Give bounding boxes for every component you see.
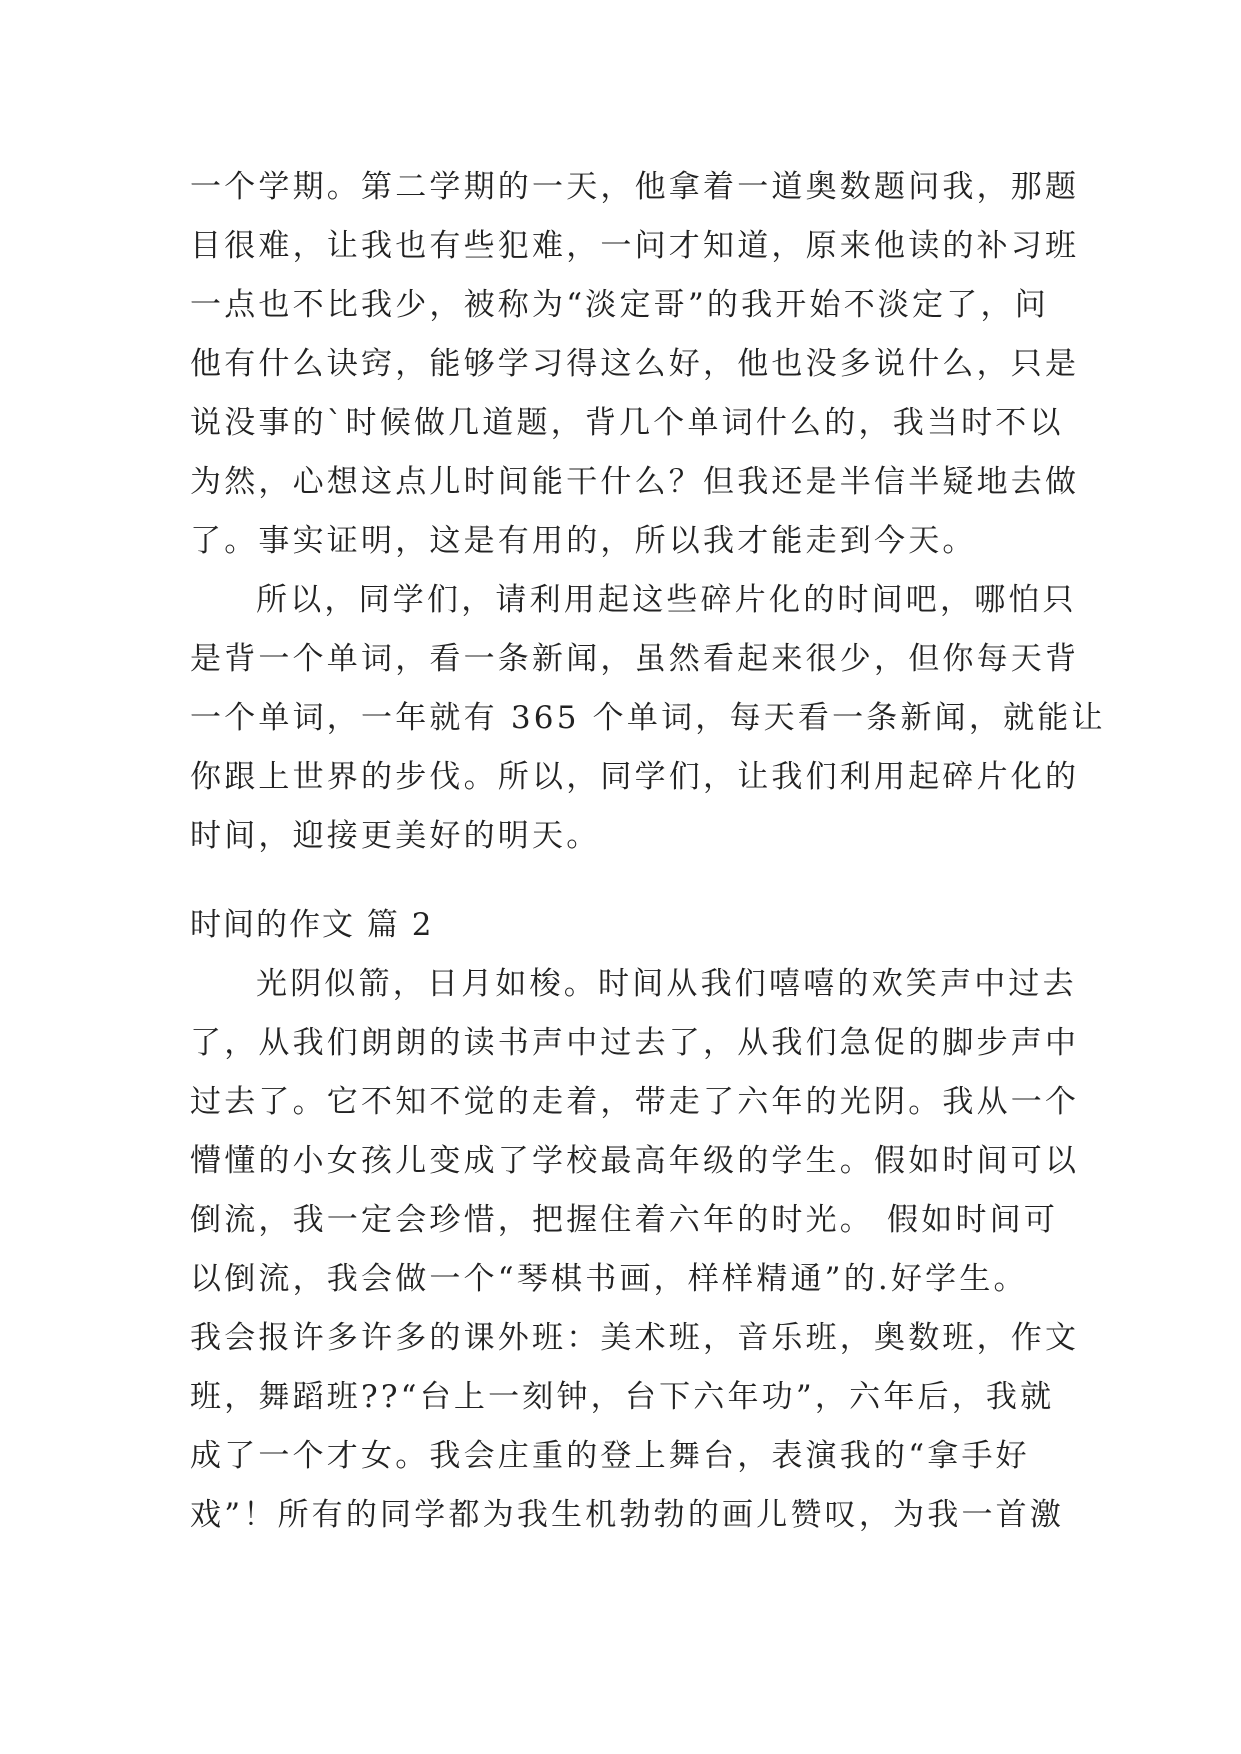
paragraph-line: 时间，迎接更美好的明天。 bbox=[190, 818, 601, 854]
paragraph-line: 戏”！所有的同学都为我生机勃勃的画儿赞叹，为我一首激 bbox=[190, 1497, 1065, 1533]
paragraph-line: 过去了。它不知不觉的走着，带走了六年的光阴。我从一个 bbox=[190, 1084, 1080, 1120]
paragraph-line: 我会报许多许多的课外班：美术班，音乐班，奥数班，作文 bbox=[190, 1320, 1080, 1356]
paragraph-line: 为然，心想这点儿时间能干什么？但我还是半信半疑地去做 bbox=[190, 464, 1080, 500]
section-1-text bbox=[190, 158, 1106, 866]
paragraph-line: 你跟上世界的步伐。所以，同学们，让我们利用起碎片化的 bbox=[190, 759, 1080, 795]
paragraph-line: 一个单词，一年就有 365 个单词，每天看一条新闻，就能让 bbox=[190, 700, 1106, 736]
paragraph-line: 说没事的`时候做几道题，背几个单词什么的，我当时不以 bbox=[190, 405, 1064, 441]
paragraph-line: 一个学期。第二学期的一天，他拿着一道奥数题问我，那题 bbox=[190, 169, 1080, 205]
paragraph-line: 是背一个单词，看一条新闻，虽然看起来很少，但你每天背 bbox=[190, 641, 1080, 677]
paragraph-line: 倒流，我一定会珍惜，把握住着六年的时光。 假如时间可 bbox=[190, 1202, 1059, 1238]
paragraph-line: 所以，同学们，请利用起这些碎片化的时间吧，哪怕只 bbox=[256, 582, 1077, 618]
paragraph-line: 成了一个才女。我会庄重的登上舞台，表演我的“拿手好 bbox=[190, 1438, 1030, 1474]
section-2-text bbox=[190, 896, 1080, 1545]
section-heading: 时间的作文 篇 2 bbox=[190, 907, 434, 943]
paragraph-line: 他有什么诀窍，能够学习得这么好，他也没多说什么，只是 bbox=[190, 346, 1080, 382]
paragraph-line: 了，从我们朗朗的读书声中过去了，从我们急促的脚步声中 bbox=[190, 1025, 1080, 1061]
paragraph-line: 了。事实证明，这是有用的，所以我才能走到今天。 bbox=[190, 523, 977, 559]
paragraph-line: 光阴似箭，日月如梭。时间从我们嘻嘻的欢笑声中过去 bbox=[256, 966, 1077, 1002]
paragraph-line: 懵懂的小女孩儿变成了学校最高年级的学生。假如时间可以 bbox=[190, 1143, 1080, 1179]
paragraph-line: 一点也不比我少，被称为“淡定哥”的我开始不淡定了，问 bbox=[190, 287, 1049, 323]
paragraph-line: 目很难，让我也有些犯难，一问才知道，原来他读的补习班 bbox=[190, 228, 1080, 264]
paragraph-line: 以倒流，我会做一个“琴棋书画，样样精通”的.好学生。 bbox=[190, 1261, 1028, 1297]
paragraph-line: 班，舞蹈班??“台上一刻钟，台下六年功”，六年后，我就 bbox=[190, 1379, 1055, 1415]
